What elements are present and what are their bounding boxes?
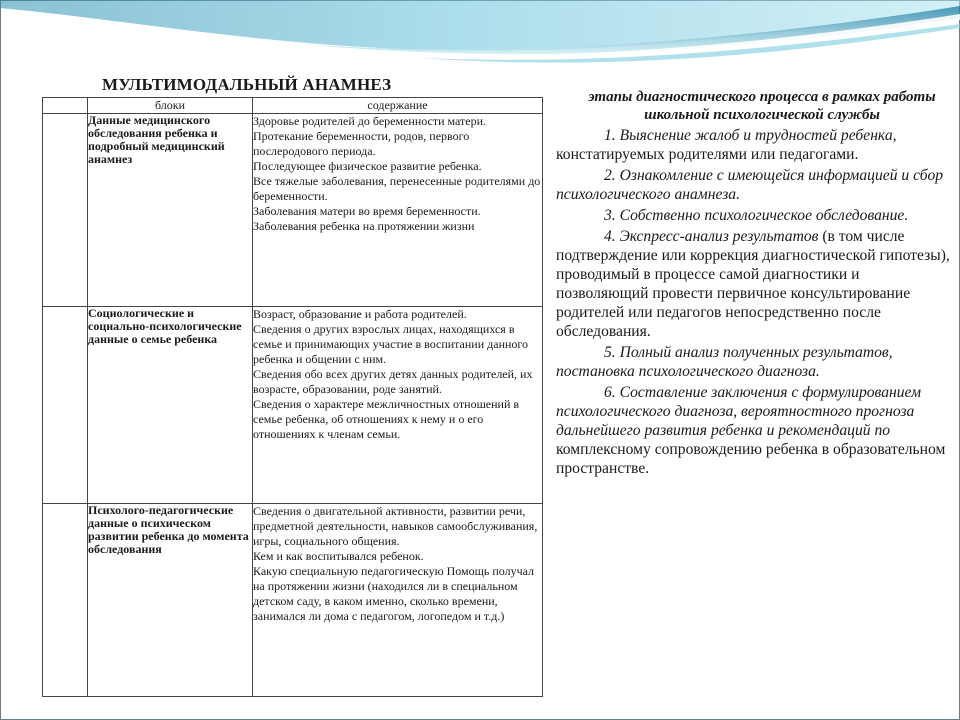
header-content: содержание: [253, 98, 543, 114]
content-item: Последующее физическое развитие ребенка.: [253, 159, 482, 173]
stage-item: [556, 126, 950, 164]
content-item: Здоровье родителей до беременности матери.: [253, 114, 487, 128]
content-item: Возраст, образование и работа родителей.: [253, 307, 467, 321]
content-item: Заболевания ребенка на протяжении жизни: [253, 219, 475, 233]
content-item: Сведения о двигательной активности, развитии речи, предметной деятельности, навыков самообслуживания, игры, социального общения.: [253, 504, 538, 548]
page-title: МУЛЬТИМОДАЛЬНЫЙ АНАМНЕЗ: [102, 75, 392, 94]
stage-italic-text: 2. Ознакомление с имеющейся информацией и сбор психологического анамнеза.: [556, 167, 944, 203]
anamnesis-table: [42, 97, 543, 697]
row-marker-cell: [43, 504, 88, 697]
block-cell: Социологические и социально-психологические данные о семье ребенка: [88, 307, 253, 504]
content-item: Сведения обо всех других детях данных родителей, их возрасте, образовании, роде занятий.: [253, 367, 533, 396]
content-item: Сведения о характере межличностных отношений в семье ребенка, об отношениях к нему и о его отношениях к членам семьи.: [253, 397, 520, 441]
content-item: Заболевания матери во время беременности.: [253, 204, 481, 218]
block-cell: Психолого-педагогические данные о психическом развитии ребенка до момента обследования: [88, 504, 253, 697]
stage-item: [556, 166, 950, 204]
content-item: Кем и как воспитывался ребенок.: [253, 549, 424, 563]
content-item: Сведения о других взрослых лицах, находящихся в семье и принимающих участие в воспитании данного ребенка и общении с ним.: [253, 322, 529, 366]
content-item: Протекание беременности, родов, первого послеродового периода.: [253, 129, 470, 158]
table-row: [43, 307, 543, 504]
content-item: Какую специальную педагогическую Помощь получал на протяжении жизни (находился ли в специальном детском саду, в каком именно, сколько времени, занимался ли дома с педагогом, логопедом и т.д.): [253, 564, 535, 623]
table-row: [43, 114, 543, 307]
row-marker-cell: [43, 307, 88, 504]
stage-italic-text: 3. Собственно психологическое обследование.: [604, 207, 909, 224]
content-cell: [253, 504, 543, 697]
header-blocks: блоки: [88, 98, 253, 114]
stage-italic-text: 6. Составление заключения с формулированием психологического диагноза, вероятностного прогноза дальнейшего развития ребенка и рекомендаций по: [556, 384, 922, 439]
stage-plain-text: (в том числе подтверждение или коррекция диагностической гипотезы), проводимый в процессе самой диагностики и позволяющий провести первичное консультирование родителей или педагогов непосредственно после обследования.: [556, 228, 950, 340]
content-item: Все тяжелые заболевания, перенесенные родителями до беременности.: [253, 174, 541, 203]
table-row: [43, 504, 543, 697]
block-cell: Данные медицинского обследования ребенка и подробный медицинский анамнез: [88, 114, 253, 307]
content-cell: [253, 114, 543, 307]
row-marker-cell: [43, 114, 88, 307]
content-cell: [253, 307, 543, 504]
stage-italic-text: 1. Выяснение жалоб и трудностей ребенка,: [604, 127, 897, 144]
stage-item: [556, 206, 950, 225]
stage-item: [556, 383, 950, 478]
stage-plain-text: комплексному сопровождению ребенка в образовательном пространстве.: [556, 441, 946, 477]
stage-item: [556, 227, 950, 341]
stage-item: [556, 343, 950, 381]
stage-italic-text: 5. Полный анализ полученных результатов, постановка психологического диагноза.: [556, 344, 893, 380]
stages-heading: этапы диагностического процесса в рамках работы школьной психологической службы: [588, 89, 936, 123]
empty-header-cell: [43, 98, 88, 114]
table-header-row: [43, 98, 543, 114]
diagnostic-stages-panel: [556, 88, 950, 478]
stage-italic-text: 4. Экспресс-анализ результатов: [604, 228, 819, 245]
stage-plain-text: констатируемых родителями или педагогами.: [556, 146, 859, 163]
